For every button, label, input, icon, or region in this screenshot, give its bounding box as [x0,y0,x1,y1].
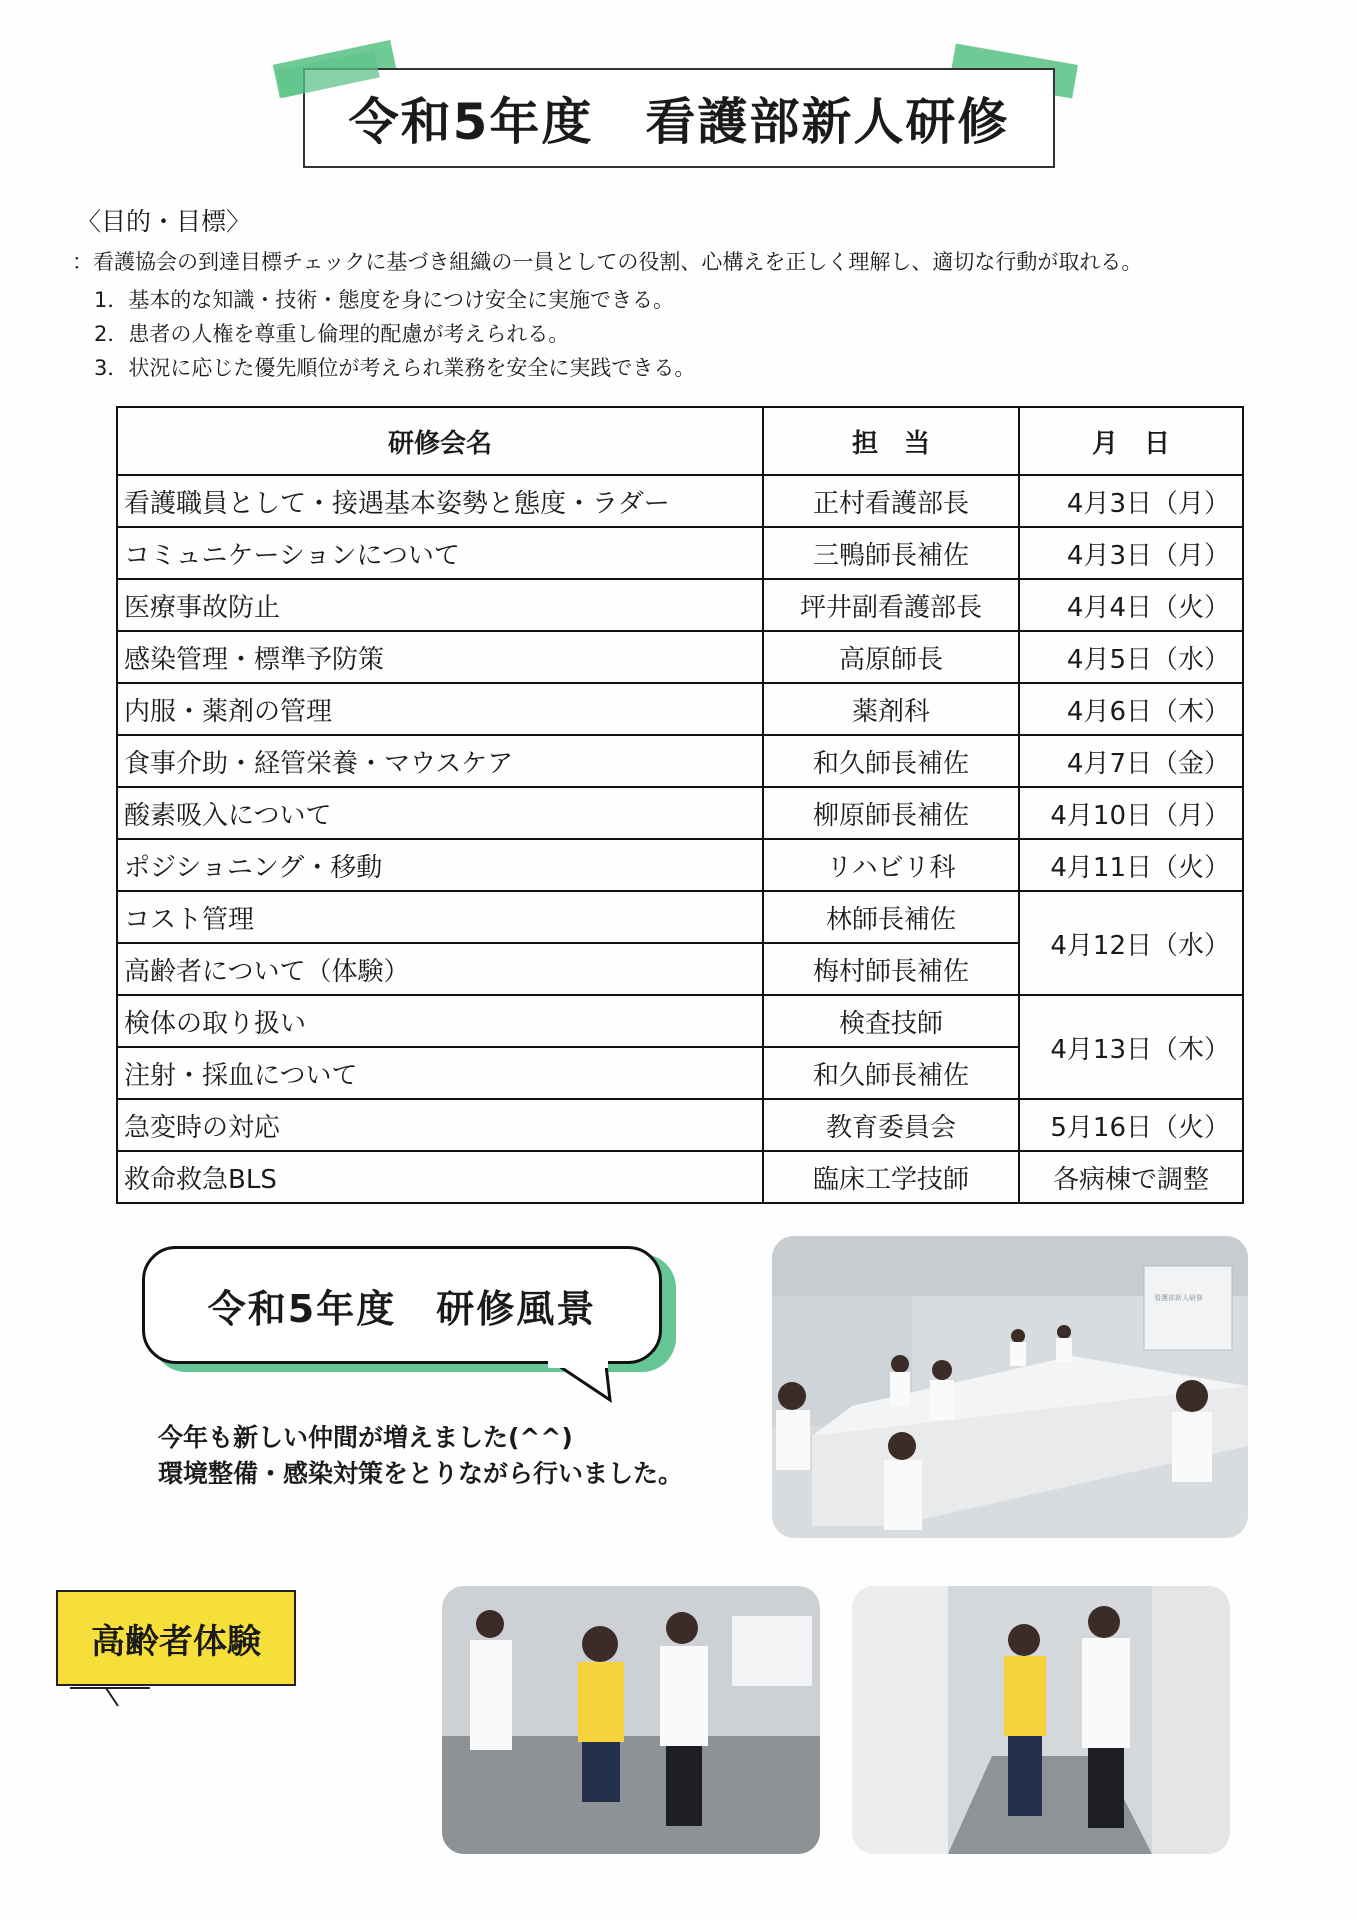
screen-text: 看護部新人研修 [1154,1294,1203,1302]
course-name: 看護職員として・接遇基本姿勢と態度・ラダー [117,475,763,527]
goals-lead: ：看護協会の到達目標チェックに基づき組織の一員としての役割、心構えを正しく理解し、適切な行動が取れる。 [72,250,1143,274]
course-name: ポジショニング・移動 [117,839,763,891]
goal-item-2: 2．患者の人権を尊重し倫理的配慮が考えられる。 [94,322,570,346]
course-date: 4月4日（火） [1019,579,1243,631]
table-row [117,579,1243,631]
table-row [117,527,1243,579]
course-staff: 正村看護部長 [763,475,1019,527]
course-date: 4月5日（水） [1019,631,1243,683]
course-staff: 臨床工学技師 [763,1151,1019,1203]
course-name: 急変時の対応 [117,1099,763,1151]
course-date: 4月6日（木） [1019,683,1243,735]
course-staff: 梅村師長補佐 [763,943,1019,995]
scenery-caption-line2: 環境整備・感染対策をとりながら行いました。 [158,1459,684,1488]
course-name: 検体の取り扱い [117,995,763,1047]
table-row [117,735,1243,787]
label-tail-icon [60,1684,160,1724]
elderly-experience-photo-2 [852,1586,1230,1854]
elderly-experience-photo-1 [442,1586,820,1854]
table-row [117,839,1243,891]
table-row [117,995,1243,1047]
table-row [117,891,1243,943]
bubble-tail-cover [548,1358,608,1370]
course-staff: 和久師長補佐 [763,1047,1019,1099]
course-name: 酸素吸入について [117,787,763,839]
course-date: 4月13日（木） [1019,995,1243,1099]
course-staff: 林師長補佐 [763,891,1019,943]
course-staff: 坪井副看護部長 [763,579,1019,631]
course-name: 救命救急BLS [117,1151,763,1203]
table-header-row [117,407,1243,475]
course-name: 感染管理・標準予防策 [117,631,763,683]
header-staff: 担 当 [763,407,1019,475]
course-name: 医療事故防止 [117,579,763,631]
header-date: 月 日 [1019,407,1243,475]
course-date: 4月10日（月） [1019,787,1243,839]
table-row [117,1151,1243,1203]
course-name: 内服・薬剤の管理 [117,683,763,735]
course-date: 5月16日（火） [1019,1099,1243,1151]
course-date: 各病棟で調整 [1019,1151,1243,1203]
table-row [117,683,1243,735]
table-row [117,631,1243,683]
scenery-heading: 令和5年度 研修風景 [142,1246,662,1364]
course-staff: 検査技師 [763,995,1019,1047]
course-date: 4月3日（月） [1019,527,1243,579]
table-row [117,475,1243,527]
course-date: 4月7日（金） [1019,735,1243,787]
course-name: 注射・採血について [117,1047,763,1099]
header-course-name: 研修会名 [117,407,763,475]
course-date: 4月11日（火） [1019,839,1243,891]
training-schedule-table [116,406,1244,1204]
goal-item-3: 3．状況に応じた優先順位が考えられ業務を安全に実践できる。 [94,356,696,380]
course-staff: 高原師長 [763,631,1019,683]
course-date: 4月3日（月） [1019,475,1243,527]
goals-heading: 〈目的・目標〉 [76,207,252,236]
course-staff: 教育委員会 [763,1099,1019,1151]
scenery-caption-line1: 今年も新しい仲間が増えました(^^) [158,1423,573,1452]
goal-item-1: 1．基本的な知識・技術・態度を身につけ安全に実施できる。 [94,288,674,312]
course-name: コスト管理 [117,891,763,943]
course-name: コミュニケーションについて [117,527,763,579]
course-name: 高齢者について（体験） [117,943,763,995]
course-staff: リハビリ科 [763,839,1019,891]
course-staff: 柳原師長補佐 [763,787,1019,839]
course-staff: 和久師長補佐 [763,735,1019,787]
course-name: 食事介助・経管栄養・マウスケア [117,735,763,787]
course-staff: 薬剤科 [763,683,1019,735]
table-row [117,787,1243,839]
table-row [117,1099,1243,1151]
course-staff: 三鴨師長補佐 [763,527,1019,579]
course-date: 4月12日（水） [1019,891,1243,995]
training-room-photo [772,1236,1248,1538]
elderly-experience-label: 高齢者体験 [56,1590,296,1686]
page-title: 令和5年度 看護部新人研修 [303,68,1055,168]
